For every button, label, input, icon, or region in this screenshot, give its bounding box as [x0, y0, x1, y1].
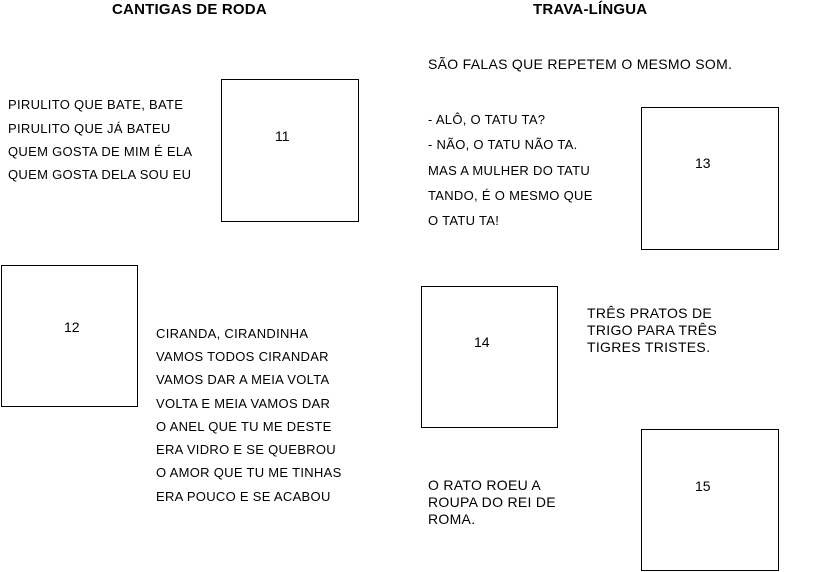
definition-text: SÃO FALAS QUE REPETEM O MESMO SOM. [428, 56, 733, 72]
tongue-twister-line: ROMA. [428, 511, 476, 527]
tongue-twister-line: MAS A MULHER DO TATU [428, 163, 591, 178]
poem-line: O AMOR QUE TU ME TINHAS [156, 465, 342, 480]
poem-line: ERA POUCO E SE ACABOU [156, 489, 331, 504]
tongue-twister-line: - NÃO, O TATU NÃO TA. [428, 137, 578, 152]
tongue-twister-line: - ALÔ, O TATU TA? [428, 112, 546, 127]
picture-box-13 [641, 107, 779, 250]
tongue-twister-line: O TATU TA! [428, 213, 500, 228]
box-number: 15 [695, 478, 711, 494]
heading-trava-lingua: TRAVA-LÍNGUA [533, 1, 648, 18]
heading-cantigas-de-roda: CANTIGAS DE RODA [112, 1, 267, 18]
tongue-twister-line: O RATO ROEU A [428, 477, 542, 493]
poem-line: ERA VIDRO E SE QUEBROU [156, 442, 336, 457]
box-number: 14 [474, 334, 490, 350]
tongue-twister-line: TIGRES TRISTES. [587, 339, 711, 355]
poem-line: PIRULITO QUE BATE, BATE [8, 97, 184, 112]
poem-line: O ANEL QUE TU ME DESTE [156, 419, 332, 434]
picture-box-12 [1, 265, 138, 407]
poem-line: CIRANDA, CIRANDINHA [156, 326, 309, 341]
poem-line: VOLTA E MEIA VAMOS DAR [156, 396, 331, 411]
tongue-twister-line: ROUPA DO REI DE [428, 494, 556, 510]
box-number: 11 [275, 128, 290, 144]
poem-line: QUEM GOSTA DE MIM É ELA [8, 144, 193, 159]
poem-line: PIRULITO QUE JÁ BATEU [8, 121, 171, 136]
picture-box-15 [641, 429, 779, 571]
tongue-twister-line: TANDO, É O MESMO QUE [428, 188, 593, 203]
poem-line: VAMOS DAR A MEIA VOLTA [156, 372, 330, 387]
picture-box-14 [421, 286, 558, 428]
tongue-twister-line: TRIGO PARA TRÊS [587, 322, 718, 338]
box-number: 12 [64, 319, 80, 335]
poem-line: QUEM GOSTA DELA SOU EU [8, 167, 192, 182]
box-number: 13 [695, 155, 711, 171]
picture-box-11 [221, 79, 359, 222]
poem-line: VAMOS TODOS CIRANDAR [156, 349, 329, 364]
tongue-twister-line: TRÊS PRATOS DE [587, 305, 713, 321]
